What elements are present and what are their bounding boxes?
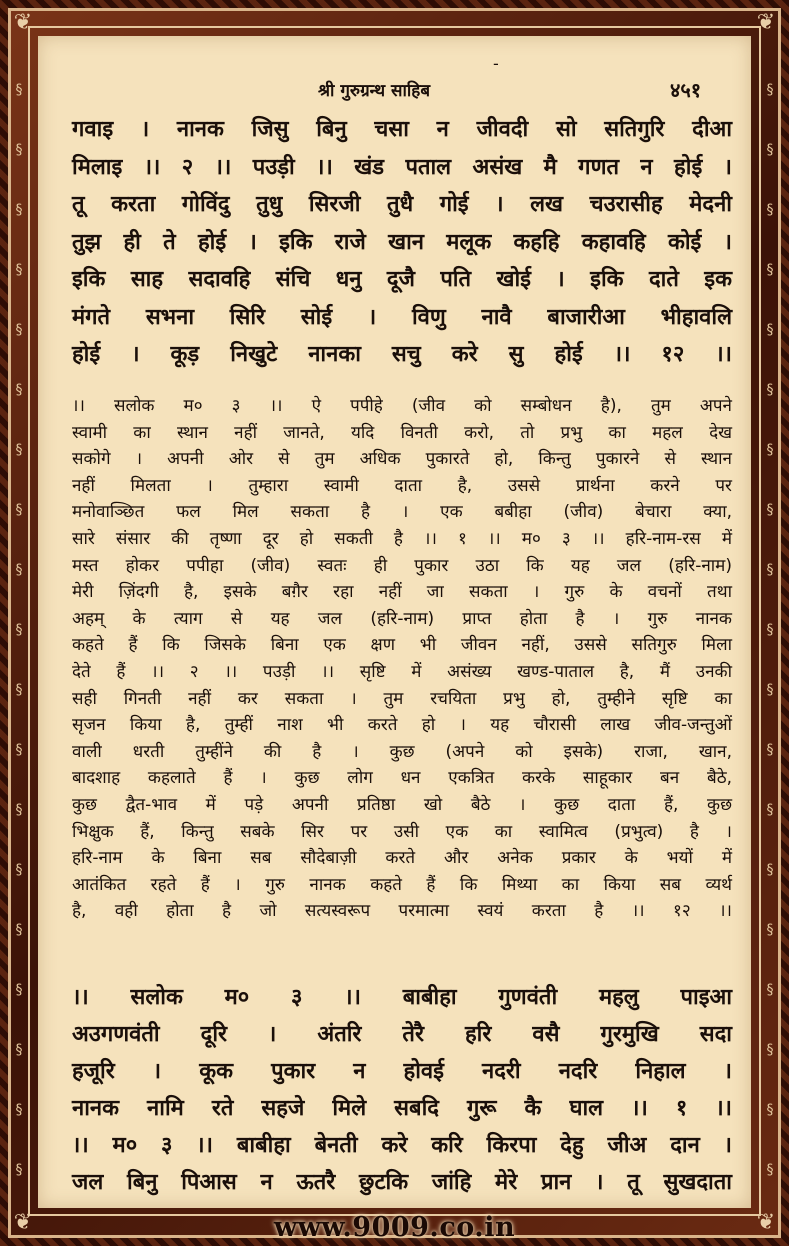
scripture-page bbox=[38, 36, 751, 1208]
gurbani-verse-top: गवाइ । नानक जिसु बिनु चसा न जीवदी सो सतिगुरि दीआ मिलाइ ।। २ ।। पउड़ी ।। खंड पताल असंख मै गणत न होई । तू करता गोविंदु तुधु सिरजी तुधै गोई । लख चउरासीह मेदनी तुझ ही ते होई । इकि राजे खान मलूक कहहि कहावहि कोई । इकि साह सदावहि संचि धनु दूजै पति खोई । इकि दाते इक मंगते सभना सिरि सोई । विणु नावै बाजारीआ भीहावलि होई । कूड़ निखुटे नानका सचु करे सु होई ।। १२ ।। bbox=[72, 117, 732, 367]
hindi-translation: ।। सलोक म० ३ ।। ऐ पपीहे (जीव को सम्बोधन है), तुम अपने स्वामी का स्थान नहीं जानते, यदि विनती करो, तो प्रभु का महल देख सकोगे । अपनी ओर से तुम अधिक पुकारते हो, किन्तु पुकारने से स्थान नहीं मिलता । तुम्हारा स्वामी दाता है, उससे प्रार्थना करने पर मनोवाञ्छित फल मिल सकता है । एक बबीहा (जीव) बेचारा क्या, सारे संसार की तृष्णा दूर हो सकती है ।। १ ।। म० ३ ।। हरि-नाम-रस में मस्त होकर पपीहा (जीव) स्वतः ही पुकार उठा कि यह जल (हरि-नाम) मेरी ज़िंदगी है, इसके बग़ैर रहा नहीं जा सकता । गुरु के वचनों तथा अहम् के त्याग से यह जल (हरि-नाम) प्राप्त होता है । गुरु नानक कहते हैं कि जिसके बिना एक क्षण भी जीवन नहीं, उससे सतिगुरु मिला देते हैं ।। २ ।। पउड़ी ।। सृष्टि में असंख्य खण्ड-पाताल है, मैं उनकी सही गिनती नहीं कर सकता । तुम रचयिता प्रभु हो, तुम्हीने सृष्टि का सृजन किया है, तुम्हीं नाश भी करते हो । यह चौरासी लाख जीव-जन्तुओं वाली धरती तुम्हींने की है । कुछ (अपने को इसके) राजा, खान, बादशाह कहलाते हैं । कुछ लोग धन एकत्रित करके साहूकार बन बैठे, कुछ द्वैत-भाव में पड़े अपनी प्रतिष्ठा खो बैठे । कुछ दाता हैं, कुछ भिक्षुक हैं, किन्तु सबके सिर पर उसी एक का स्वामित्व (प्रभुत्व) है । हरि-नाम के बिना सब सौदेबाज़ी करते और अनेक प्रकार के भयों में आतंकित रहते हैं । गुरु नानक कहते हैं कि मिथ्या का किया सब व्यर्थ है, वही होता है जो सत्यस्वरूप परमात्मा स्वयं करता है ।। १२ ।। bbox=[72, 396, 732, 922]
right-border-ornament-icon: § § § § § § § § § § § § § § § § § § § bbox=[766, 82, 774, 1178]
header-dash: - bbox=[493, 54, 499, 73]
left-border-ornament-icon: § § § § § § § § § § § § § § § § § § § bbox=[15, 82, 23, 1178]
corner-ornament-icon: ❦ bbox=[756, 1210, 776, 1235]
gurbani-verse-bottom: ।। सलोक म० ३ ।। बाबीहा गुणवंती महलु पाइआ अउगणवंती दूरि । अंतरि तेरै हरि वसै गुरमुखि सदा हजूरि । कूक पुकार न होवई नदरी नदरि निहाल । नानक नामि रते सहजे मिले सबदि गुरू कै घाल ।। १ ।। ।। म० ३ ।। बाबीहा बेनती करे करि किरपा देहु जीअ दान । जल बिनु पिआस न ऊतरै छुटकि जांहि मेरे प्रान । तू सुखदाता bbox=[72, 985, 732, 1195]
corner-ornament-icon: ❦ bbox=[13, 1210, 33, 1235]
page-header bbox=[38, 54, 751, 102]
corner-ornament-icon: ❦ bbox=[13, 10, 33, 35]
page-number: ४५१ bbox=[670, 78, 702, 102]
website-watermark: www.9009.co.in bbox=[273, 1212, 516, 1243]
book-title: श्री गुरुग्रन्थ साहिब bbox=[318, 81, 431, 101]
corner-ornament-icon: ❦ bbox=[756, 10, 776, 35]
